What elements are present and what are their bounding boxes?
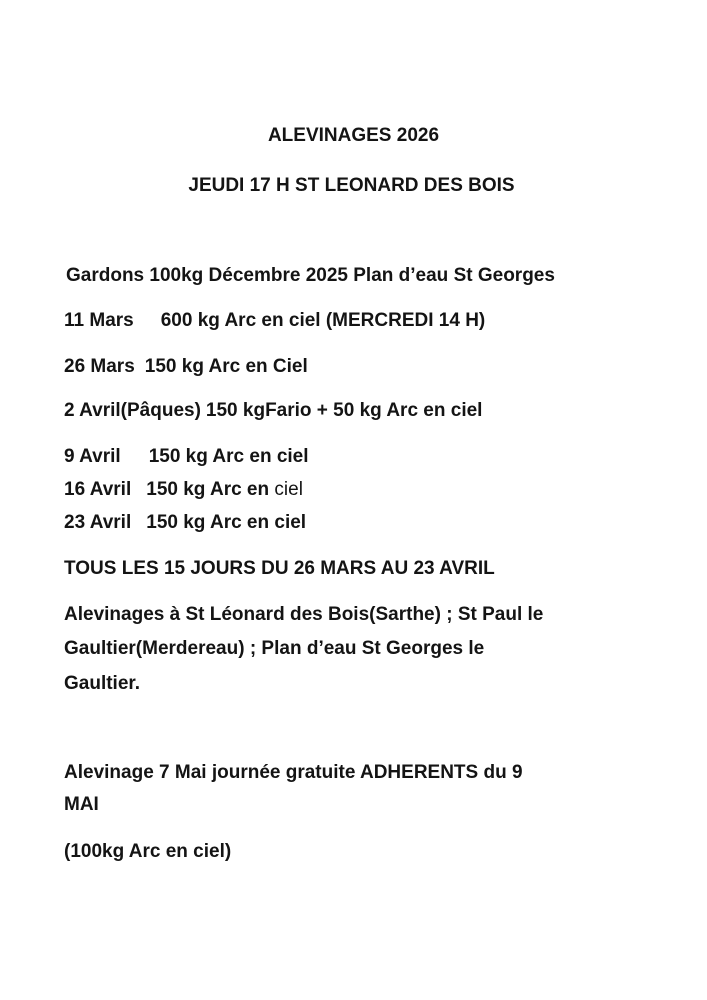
document-subtitle: JEUDI 17 H ST LEONARD DES BOIS [188,175,515,196]
schedule-date: 9 Avril [64,446,121,467]
schedule-detail: 150 kg Arc en ciel [146,512,307,533]
schedule-row [64,355,308,379]
schedule-row [64,309,485,333]
schedule-detail: 150 kg Arc en Ciel [144,356,308,377]
locations-line: Alevinages à St Léonard des Bois(Sarthe) ; St Paul le [64,604,544,625]
schedule-row [64,399,482,423]
schedule-row [64,445,309,469]
frequency-line: TOUS LES 15 JOURS DU 26 MARS AU 23 AVRIL [64,558,495,579]
locations-line: Gaultier. [64,673,141,694]
schedule-row [64,511,306,535]
schedule-date: 16 Avril [64,479,132,500]
schedule-detail-tail: ciel [274,479,303,500]
schedule-date: 26 Mars [64,356,135,377]
special-line: Alevinage 7 Mai journée gratuite ADHERENTS du 9 [64,762,523,783]
schedule-date: 2 Avril(Pâques) [64,400,201,421]
special-note: (100kg Arc en ciel) [64,841,232,862]
special-line: MAI [64,794,99,815]
schedule-detail: 600 kg Arc en ciel (MERCREDI 14 H) [160,310,486,331]
document-title: ALEVINAGES 2026 [267,125,440,146]
schedule-row [64,478,303,502]
schedule-detail: 150 kg Arc en ciel [148,446,309,467]
schedule-detail: 150 kgFario + 50 kg Arc en ciel [205,400,483,421]
schedule-date: 23 Avril [64,512,132,533]
schedule-detail: 150 kg Arc en [146,479,270,500]
schedule-date: 11 Mars [64,310,134,331]
gardons-line: Gardons 100kg Décembre 2025 Plan d’eau St Georges [66,265,555,286]
locations-line: Gaultier(Merdereau) ; Plan d’eau St Georges le [64,638,485,659]
